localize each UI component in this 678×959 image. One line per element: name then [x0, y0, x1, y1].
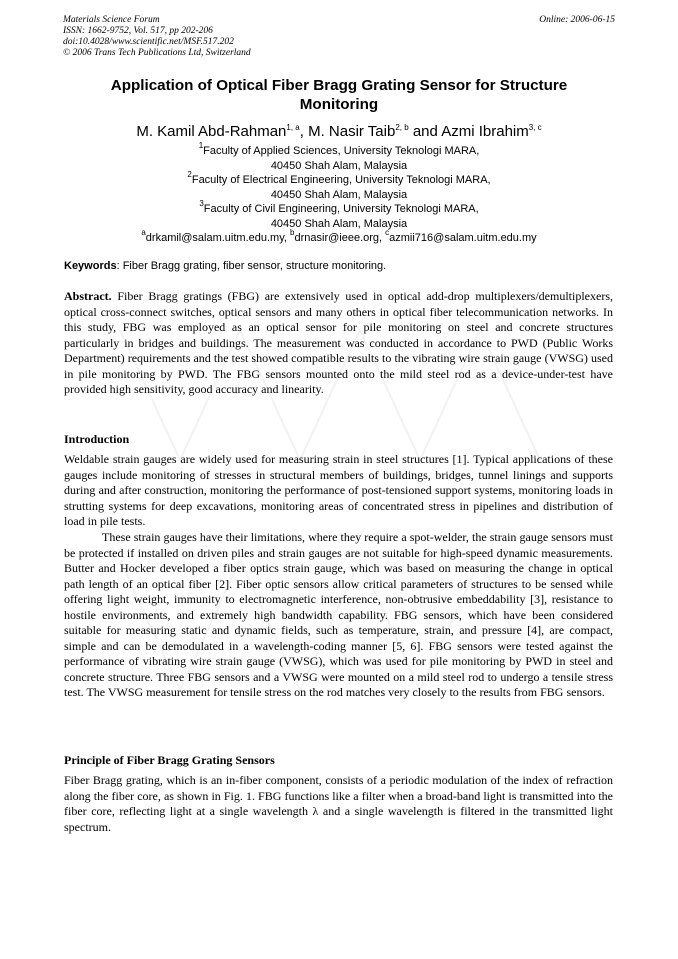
abstract-paragraph	[64, 289, 613, 398]
introduction-paragraph-1: Weldable strain gauges are widely used for measuring strain in steel structures [1]. Typical applications of these gauges include monitoring of stresses in structural members of buildings, bridges, tunnel linings and supports during and after construction, monitoring the performance of post-tensioned support systems, monitoring loads in strutting systems for deep excavations, monitoring areas of concentrated stress in pipelines and distribution of load in pile tests.	[64, 452, 613, 528]
affiliation-1	[40, 141, 638, 159]
email-mark: c	[385, 228, 390, 237]
affiliation-text: Faculty of Electrical Engineering, University Teknologi MARA,	[191, 174, 491, 186]
email-mark: a	[141, 228, 146, 237]
copyright-line: © 2006 Trans Tech Publications Ltd, Switzerland	[63, 48, 251, 58]
affiliation-3	[40, 199, 638, 217]
affiliation-number: 3	[199, 199, 204, 208]
author-name: Azmi Ibrahim	[441, 123, 529, 140]
section-heading-introduction: Introduction	[64, 432, 130, 446]
abstract-label: Abstract.	[64, 289, 112, 303]
doi-line: doi:10.4028/www.scientific.net/MSF.517.202	[63, 37, 234, 47]
email-address: azmii716@salam.uitm.edu.my	[389, 232, 537, 244]
affiliation-1-address: 40450 Shah Alam, Malaysia	[270, 159, 408, 172]
keywords-line	[64, 259, 624, 273]
author-list: M. Kamil Abd-Rahman$^{1, a}$, M. Nasir Taib$^{2, b}$ and Azmi Ibrahim$^{3, c}$	[136, 123, 542, 140]
email-mark: b	[290, 228, 295, 237]
author-affiliation-mark: 2, b	[395, 123, 409, 132]
author-affiliation-mark: 3, c	[528, 123, 542, 132]
issn-line: ISSN: 1662-9752, Vol. 517, pp 202-206	[63, 26, 213, 36]
email-address: drkamil@salam.uitm.edu.my,	[145, 232, 291, 244]
keywords-label: Keywords	[64, 260, 117, 272]
affiliation-2-address: 40450 Shah Alam, Malaysia	[270, 188, 408, 201]
author-name: M. Kamil Abd-Rahman	[136, 123, 287, 140]
author-emails	[40, 228, 638, 246]
affiliations	[40, 141, 638, 246]
section-heading-principle: Principle of Fiber Bragg Grating Sensors	[64, 753, 275, 767]
affiliation-text: Faculty of Civil Engineering, University Teknologi MARA,	[203, 203, 479, 215]
affiliation-number: 2	[187, 170, 192, 179]
author-name: M. Nasir Taib	[308, 123, 396, 140]
paper-title: Application of Optical Fiber Bragg Grating Sensor for Structure Monitoring	[110, 77, 568, 113]
online-date: Online: 2006-06-15	[539, 15, 615, 25]
journal-name: Materials Science Forum	[63, 15, 160, 25]
affiliation-3-address: 40450 Shah Alam, Malaysia	[270, 217, 408, 230]
author-conjunction: and	[412, 123, 438, 140]
author-affiliation-mark: 1, a	[286, 123, 300, 132]
affiliation-2	[40, 170, 638, 188]
abstract-text: Fiber Bragg gratings (FBG) are extensively used in optical add-drop multiplexers/demultiplexers, optical cross-connect switches, optical sensors and many others in optical fiber telecommunication networks. In this study, FBG was employed as an optical sensor for pile monitoring on steel and concrete structures particularly in bridges and buildings. The measurement was conducted in accordance to PWD (Public Works Department) requirements and the test showed compatible results to the vibrating wire strain gauge (VWSG) used in pile monitoring by PWD. The FBG sensors mounted onto the mild steel rod as a device-under-test have provided high sensitivity, good accuracy and linearity.	[64, 289, 613, 396]
journal-header	[63, 15, 615, 59]
keywords-text: : Fiber Bragg grating, fiber sensor, structure monitoring.	[116, 260, 387, 272]
affiliation-text: Faculty of Applied Sciences, University Teknologi MARA,	[203, 145, 480, 157]
introduction-paragraph-2: These strain gauges have their limitations, where they require a spot-welder, the strain gauge sensors must be protected if installed on driven piles and strain gauges are not suitable for high-speed dynamic measurements. Butter and Hocker developed a fiber optics strain gauge, which was based on measuring the change in optical path length of an optical fiber [2]. Fiber optic sensors allow critical parameters of structures to be sensed while offering light weight, immunity to electromagnetic interference, non-obtrusive embeddability [3], resistance to hostile environments, and extremely high bandwidth capability. FBG sensors, which have been considered suitable for measuring static and dynamic fields, such as temperature, strain, and pressure [4], are compact, simple and can be demodulated in a wavelength-coding manner [5, 6]. FBG sensors were tested against the performance of vibrating wire strain gauge (VWSG), which was used for pile monitoring by PWD in steel and concrete structure. Three FBG sensors and a VWSG were mounted on a mild steel rod to undergo a tensile stress test. The VWSG measurement for tensile stress on the rod matches very closely to the results from FBG sensors.	[64, 530, 613, 699]
principle-paragraph-1: Fiber Bragg grating, which is an in-fiber component, consists of a periodic modulation of the index of refraction along the fiber core, as shown in Fig. 1. FBG functions like a filter when a broad-band light is transmitted into the fiber core, reflecting light at a single wavelength λ and a single wavelength is filtered in the transmitted light spectrum.	[64, 773, 613, 834]
affiliation-number: 1	[198, 141, 204, 150]
email-address: drnasir@ieee.org,	[294, 232, 386, 244]
